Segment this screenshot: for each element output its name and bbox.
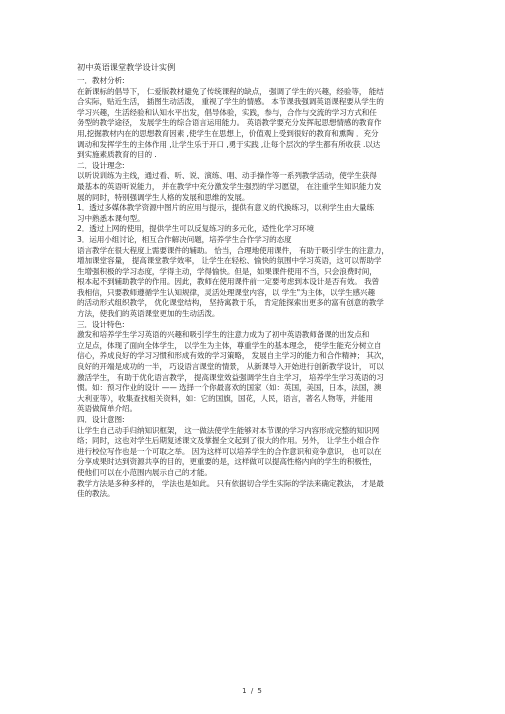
text-line: 展的同时，特别强调学生人格的发展和思维的发展。 (77, 192, 250, 202)
text-line: 使他们可以在小范围内展示自己的才能。 (77, 467, 212, 477)
text-line: 习中熟悉本课句型。 (77, 213, 145, 223)
text-line: 1．透过多媒体教学资源中图片的应用与提示，提供有意义的代换练习，以利学生由大量练 (77, 203, 374, 213)
text-line: 以听说训练为主线，通过看、听、说、演练、唱、动手操作等一系列教学活动，使学生获得 (77, 171, 377, 181)
text-line: 大利亚等），收集查找相关资料，如：它的国旗，国花，人民，语言，著名人物等，并能用 (77, 393, 373, 403)
page-number: 1 / 5 (242, 687, 263, 695)
document-body (77, 76, 437, 500)
text-line: 增加课堂容量， 提高课堂教学效率， 让学生在轻松、愉快的氛围中学习英语，这可以帮助学 (77, 256, 382, 266)
text-line: 良好的开端是成功的一半， 巧设语言课堂的情景， 从新课导入开始进行创新教学设计， 可以 (77, 362, 384, 372)
text-line: 我相信，只要教师遵循学生认知规律，灵活处理课堂内容，以 学生"为主体，以学生感兴趣 (77, 287, 375, 297)
text-line: 到实施素质教育的目的 . (77, 150, 157, 160)
section-heading: 四．设计意图: (77, 415, 125, 424)
text-line: 惯。如：预习作业的设计 —— 选择一个你最喜欢的国家（如：英国，美国，日本，法国，澳 (77, 383, 382, 393)
text-line: 激活学生， 有助于优化语言教学， 提高课堂效益强调学生自主学习， 培养学生学习英语的习 (77, 372, 384, 382)
document-title: 初中英语课堂教学设计实例 (77, 62, 176, 72)
text-line: 方法，使我们的英语课堂更加的生动活泼。 (77, 309, 220, 319)
text-line: 激发和培养学生学习英语的兴趣和吸引学生的注意力成为了初中英语教师备课的出发点和 (77, 330, 370, 340)
text-line: 3．运用小组讨论，相互合作解决问题，培养学生合作学习的态度 (77, 234, 292, 244)
text-line: 2．透过上网的使用，提供学生可以反复练习的多元化，适性化学习环境 (77, 224, 315, 234)
text-line: 立足点，体现了面向全体学生， 以学生为主体，尊重学生的基本理念， 使学生能充分树立自 (77, 340, 382, 350)
text-line: 务型的教学途径， 发展学生的综合语言运用能力。 英语教学要充分发挥起思想情感的教育作 (77, 118, 382, 128)
text-line: 英语做简单介绍。 (77, 404, 137, 414)
text-line: 在新课标的倡导下， 仁爱版教材避免了传统课程的缺点， 强调了学生的兴趣，经验等， 能结 (77, 86, 384, 96)
section-heading: 三．设计特色: (77, 319, 125, 329)
text-line: 调动和发挥学生的主体作用 ,让学生乐于开口 ,勇于实践 ,让每个层次的学生都有所收获 .以达 (77, 139, 381, 149)
text-line: 用,挖掘教材内在的思想教育因素 ,使学生在思想上，价值观上受到很好的教育和熏陶 ．充分 (77, 128, 379, 138)
text-line: 合实际，贴近生活， 插图生动活泼， 重视了学生的情感。 本节课我强调英语课程要从学生的 (77, 97, 384, 107)
text-line: 信心，养成良好的学习习惯和形成有效的学习策略， 发展自主学习的能力和合作精神； 其次， (77, 351, 389, 361)
section-heading: 一．教材分析: (77, 76, 125, 85)
text-line: 学习兴趣，生活经验和认知水平出发，倡导体验，实践，参与，合作与交流的学习方式和任 (77, 107, 377, 117)
text-line: 生增强积极的学习态度，学得主动，学得愉快。但是，如果课件使用不当，只会浪费时间， (77, 266, 377, 276)
text-line: 根本起不到辅助教学的作用。因此，教师在使用课件前一定要考虑到本设计是否有效。 我曾 (77, 277, 380, 287)
text-line: 教学方法是多种多样的， 学法也是如此。 只有依据切合学生实际的学法来确定教法， 才是最 (77, 478, 384, 488)
section-heading: 二．设计理念: (77, 160, 125, 170)
text-line: 佳的教法。 (77, 489, 115, 499)
text-line: 进行校位写作也是一个可取之举。 因为这样可以培养学生的合作意识和竞争意识， 也可以在 (77, 446, 382, 456)
text-line: 分享成果时达到资源共享的目的，更重要的是，这样做可以提高性格内向的学生的积极性， (77, 457, 377, 467)
text-line: 让学生自己动手归纳知识框架， 这一做法使学生能够对本节课的学习内容形成完整的知识网 (77, 425, 380, 435)
text-line: 语言教学在很大程度上需要课件的辅助。 恰当，合理地使用课件， 有助于吸引学生的注意力， (77, 245, 389, 255)
text-line: 络；同时，这也对学生后期复述课文及掌握全文起到了很大的作用。另外， 让学生小组合作 (77, 436, 380, 446)
text-line: 最基本的英语听说能力， 并在教学中充分激发学生强烈的学习愿望， 在注重学生知识能力发 (77, 181, 382, 191)
document-page (77, 62, 437, 500)
text-line: 的活动形式组织教学， 优化课堂结构， 坚持寓教于乐， 肯定能探索出更多的富有创意的教学 (77, 298, 384, 308)
